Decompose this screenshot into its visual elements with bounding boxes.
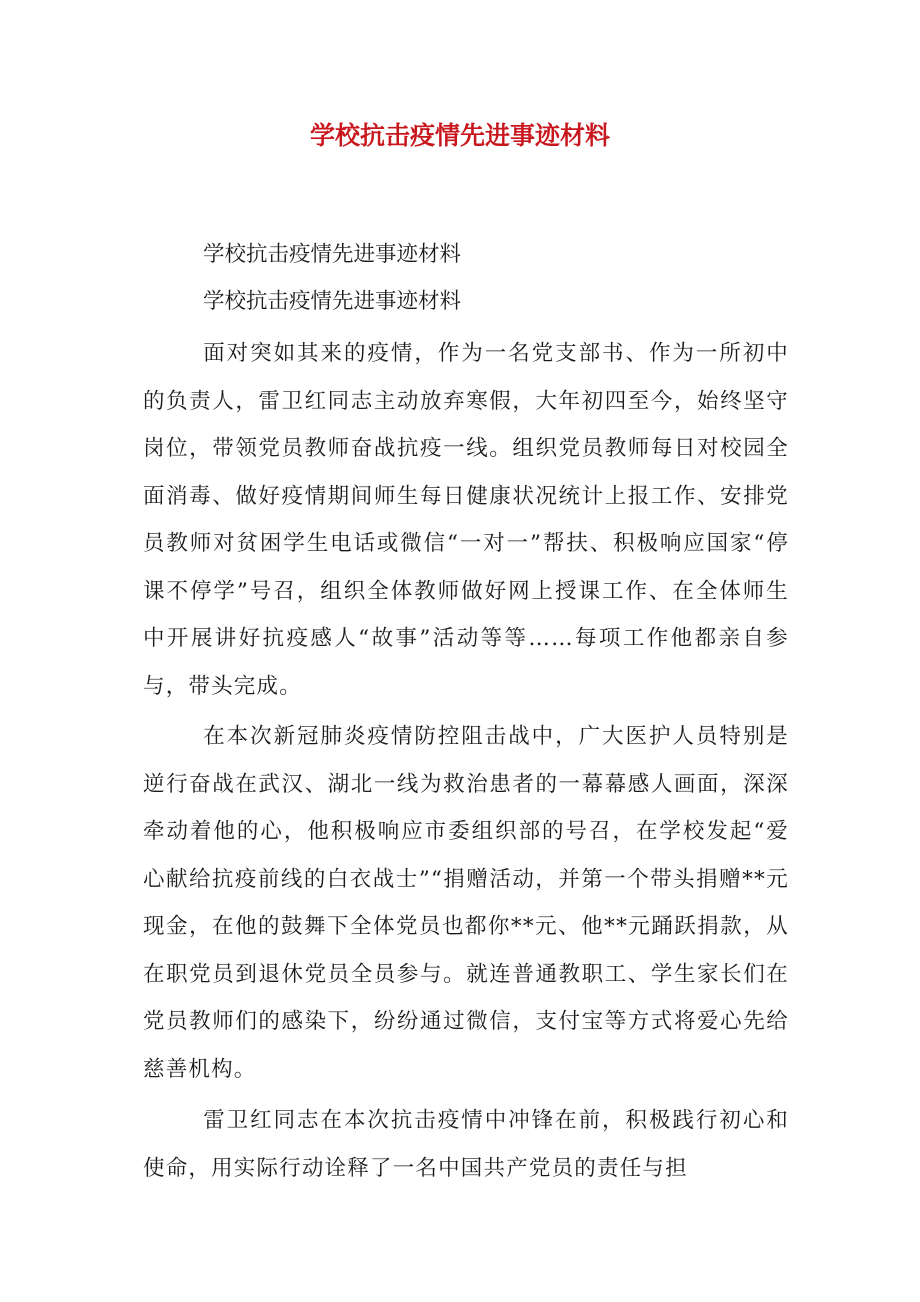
subtitle-line-1: 学校抗击疫情先进事迹材料 xyxy=(203,242,462,267)
paragraph-1: 面对突如其来的疫情，作为一名党支部书、作为一所初中的负责人，雷卫红同志主动放弃寒假，大年初四至今，始终坚守岗位，带领党员教师奋战抗疫一线。组织党员教师每日对校园全面消毒、做好疫情期间师生每日健康状况统计上报工作、安排党员教师对贫困学生电话或微信“一对一”帮扶、积极响应国家“停课不停学”号召，组织全体教师做好网上授课工作、在全体师生中开展讲好抗疫感人“故事”活动等等……每项工作他都亲自参与，带头完成。 xyxy=(143,341,789,699)
paragraph-3: 雷卫红同志在本次抗击疫情中冲锋在前，积极践行初心和使命，用实际行动诠释了一名中国共产党员的责任与担 xyxy=(143,1108,789,1181)
paragraph-2: 在本次新冠肺炎疫情防控阻击战中，广大医护人员特别是逆行奋战在武汉、湖北一线为救治患者的一幕幕感人画面，深深牵动着他的心，他积极响应市委组织部的号召，在学校发起“爱心献给抗疫前线的白衣战士”“捐赠活动，并第一个带头捐赠**元现金，在他的鼓舞下全体党员也都你**元、他**元踊跃捐款，从在职党员到退休党员全员参与。就连普通教职工、学生家长们在党员教师们的感染下，纷纷通过微信，支付宝等方式将爱心先给慈善机构。 xyxy=(143,724,789,1082)
subtitle-line-2: 学校抗击疫情先进事迹材料 xyxy=(203,289,462,314)
document-title: 学校抗击疫情先进事迹材料 xyxy=(309,121,610,150)
